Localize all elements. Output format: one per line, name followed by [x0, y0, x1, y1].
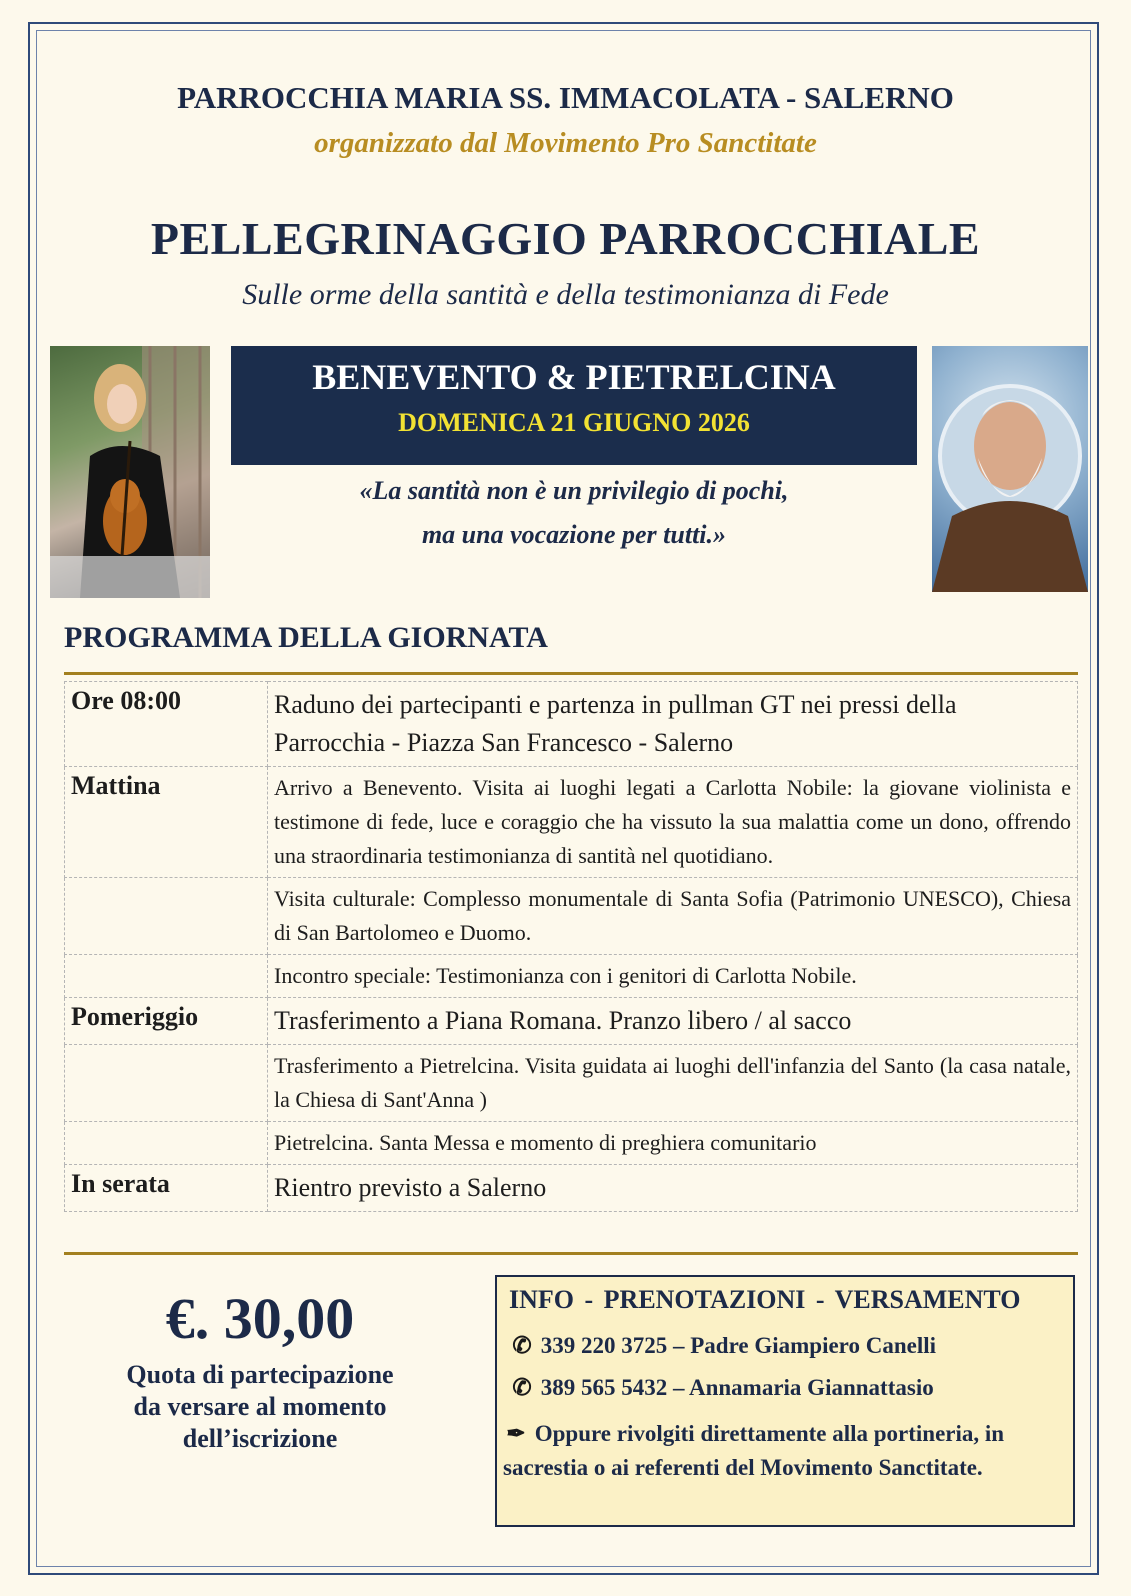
price-note: da versare al momento — [133, 1392, 387, 1421]
table-row — [65, 1122, 1078, 1165]
row-description: Raduno dei partecipanti e partenza in pullman GT nei pressi della Parrocchia - Piazza San Francesco - Salerno — [268, 682, 1078, 767]
price-note: dell’iscrizione — [182, 1424, 338, 1453]
price-note: Quota di partecipazione — [126, 1360, 394, 1389]
table-row — [65, 878, 1078, 955]
quote-line-1: «La santità non è un privilegio di pochi, — [359, 476, 789, 505]
violinist-photo — [50, 346, 210, 598]
parish-name: PARROCCHIA MARIA SS. IMMACOLATA - SALERNO — [177, 80, 954, 115]
alternative-contact-text: Oppure rivolgiti direttamente alla portineria, in sacrestia o ai referenti del Movimento Sanctitate. — [503, 1421, 1005, 1480]
contact-line — [509, 1333, 936, 1359]
row-description: Rientro previsto a Salerno — [268, 1165, 1078, 1212]
row-description: Pietrelcina. Santa Messa e momento di preghiera comunitario — [268, 1122, 1078, 1165]
contact-text[interactable]: 339 220 3725 – Padre Giampiero Canelli — [540, 1333, 936, 1358]
divider — [64, 1252, 1078, 1255]
row-time — [65, 955, 268, 998]
info-title: INFO - PRENOTAZIONI - VERSAMENTO — [509, 1285, 1021, 1314]
phone-icon: ✆ — [512, 1333, 532, 1358]
contact-text[interactable]: 389 565 5432 – Annamaria Giannattasio — [540, 1375, 934, 1400]
row-time: In serata — [65, 1165, 268, 1212]
table-row — [65, 682, 1078, 767]
event-date: DOMENICA 21 GIUGNO 2026 — [398, 408, 750, 437]
row-time — [65, 878, 268, 955]
table-row — [65, 955, 1078, 998]
destination-title: BENEVENTO & PIETRELCINA — [312, 357, 836, 397]
info-box — [495, 1275, 1075, 1527]
row-time: Ore 08:00 — [65, 682, 268, 767]
price-amount: €. 30,00 — [165, 1286, 355, 1351]
page-title: PELLEGRINAGGIO PARROCCHIALE — [150, 213, 981, 264]
pushpin-icon: ✒ — [506, 1421, 526, 1446]
alternative-contact — [503, 1417, 1063, 1485]
contact-line — [509, 1375, 934, 1401]
row-time — [65, 1122, 268, 1165]
row-description: Trasferimento a Piana Romana. Pranzo libero / al sacco — [268, 998, 1078, 1045]
table-row — [65, 998, 1078, 1045]
program-heading: PROGRAMMA DELLA GIORNATA — [64, 621, 548, 654]
program-table — [64, 681, 1078, 1212]
row-description: Arrivo a Benevento. Visita ai luoghi legati a Carlotta Nobile: la giovane violinista e testimone di fede, luce e coraggio che ha vissuto la sua malattia come un dono, offrendo una straordinaria testimonianza di santità nel quotidiano. — [268, 767, 1078, 878]
table-row — [65, 1045, 1078, 1122]
destination-banner — [231, 346, 917, 465]
organizer-line: organizzato dal Movimento Pro Sanctitate — [314, 127, 817, 159]
row-description: Visita culturale: Complesso monumentale di Santa Sofia (Patrimonio UNESCO), Chiesa di San Bartolomeo e Duomo. — [268, 878, 1078, 955]
page-subtitle: Sulle orme della santità e della testimonianza di Fede — [242, 278, 889, 311]
row-time: Mattina — [65, 767, 268, 878]
row-description: Incontro speciale: Testimonianza con i genitori di Carlotta Nobile. — [268, 955, 1078, 998]
quote-line-2: ma una vocazione per tutti.» — [421, 520, 727, 549]
divider — [64, 672, 1078, 675]
table-row — [65, 1165, 1078, 1212]
phone-icon: ✆ — [512, 1375, 532, 1400]
table-row — [65, 767, 1078, 878]
row-time: Pomeriggio — [65, 998, 268, 1045]
row-time — [65, 1045, 268, 1122]
row-description: Trasferimento a Pietrelcina. Visita guidata ai luoghi dell'infanzia del Santo (la casa natale, la Chiesa di Sant'Anna ) — [268, 1045, 1078, 1122]
padre-pio-portrait — [932, 346, 1088, 592]
